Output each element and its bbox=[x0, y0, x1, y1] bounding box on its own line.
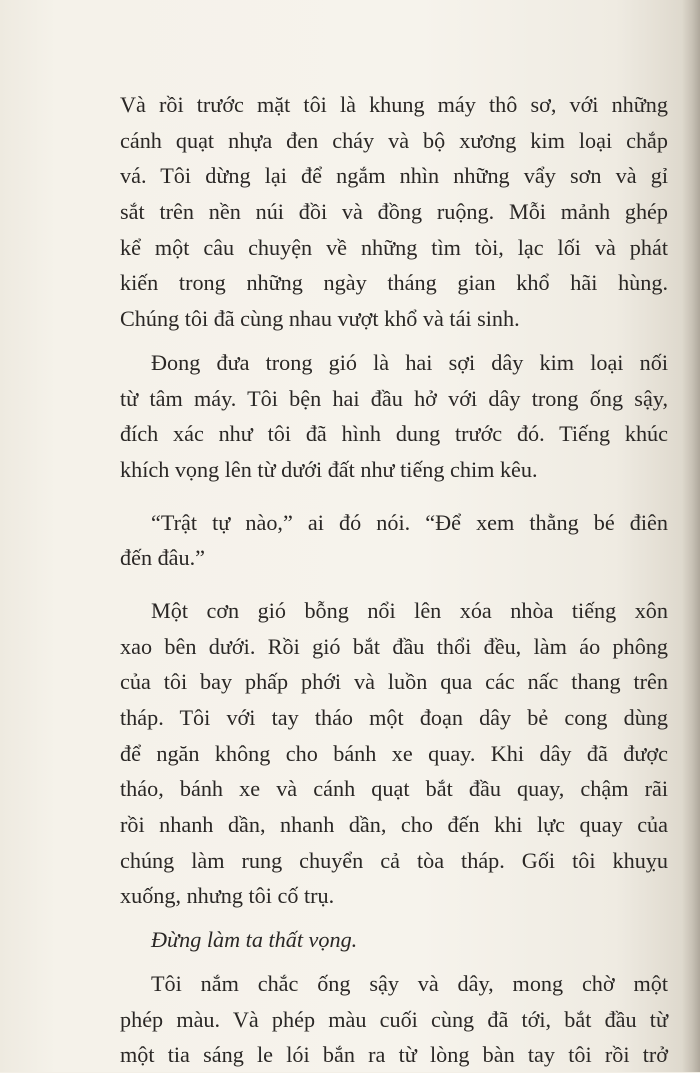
paragraph-4 bbox=[120, 593, 668, 914]
text-line: Và rồi trước mặt tôi là khung máy thô sơ, với những bbox=[120, 92, 668, 117]
text-line: rồi nhanh dần, nhanh dần, cho đến khi lực quay của bbox=[120, 812, 668, 838]
text-line: sắt trên nền núi đồi và đồng ruộng. Mỗi mảnh ghép bbox=[120, 199, 668, 225]
text-line: một tia sáng le lói bắn ra từ lòng bàn tay tôi rồi trở bbox=[120, 1042, 668, 1068]
text-line: Tôi nắm chắc ống sậy và dây, mong chờ một bbox=[151, 970, 668, 996]
text-line: từ tâm máy. Tôi bện hai đầu hở với dây trong ống sậy, bbox=[120, 385, 668, 411]
italic-text-line: Đừng làm ta thất vọng. bbox=[151, 927, 358, 953]
text-line: Một cơn gió bỗng nổi lên xóa nhòa tiếng xôn bbox=[151, 597, 668, 623]
text-line: xuống, nhưng tôi cố trụ. bbox=[120, 883, 335, 909]
paragraph-2 bbox=[120, 345, 668, 488]
text-line: Chúng tôi đã cùng nhau vượt khổ và tái sinh. bbox=[120, 306, 520, 332]
text-line: vá. Tôi dừng lại để ngắm nhìn những vẩy sơn và gỉ bbox=[120, 163, 668, 189]
page-text bbox=[120, 87, 668, 1073]
text-line: đến đâu.” bbox=[120, 545, 206, 571]
paragraph-5-italic bbox=[120, 922, 668, 958]
text-line: tháp. Tôi với tay tháo một đoạn dây bẻ cong dùng bbox=[120, 705, 668, 730]
text-line: tháo, bánh xe và cánh quạt bắt đầu quay, chậm rãi bbox=[120, 776, 668, 802]
text-line: phép màu. Và phép màu cuối cùng đã tới, bắt đầu từ bbox=[120, 1006, 668, 1032]
text-line: của tôi bay phấp phới và luồn qua các nấc thang trên bbox=[120, 669, 668, 695]
text-line: đích xác như tôi đã hình dung trước đó. Tiếng khúc bbox=[120, 421, 668, 447]
paragraph-3 bbox=[120, 505, 668, 576]
paragraph-1 bbox=[120, 87, 668, 337]
text-line: kể một câu chuyện về những tìm tòi, lạc lối và phát bbox=[120, 234, 668, 260]
text-line: cánh quạt nhựa đen cháy và bộ xương kim loại chắp bbox=[120, 127, 668, 153]
text-line: xao bên dưới. Rồi gió bắt đầu thổi đều, làm áo phông bbox=[120, 633, 668, 659]
page-edge-shadow bbox=[682, 0, 700, 1072]
text-line: Đong đưa trong gió là hai sợi dây kim loại nối bbox=[151, 349, 668, 375]
text-line: để ngăn không cho bánh xe quay. Khi dây đã được bbox=[120, 740, 668, 766]
text-line: khích vọng lên từ dưới đất như tiếng chim kêu. bbox=[120, 456, 538, 482]
paragraph-6 bbox=[120, 966, 668, 1073]
text-line: “Trật tự nào,” ai đó nói. “Để xem thằng bé điên bbox=[151, 509, 668, 535]
text-line: kiến trong những ngày tháng gian khổ hãi hùng. bbox=[120, 270, 668, 296]
text-line: chúng làm rung chuyển cả tòa tháp. Gối tôi khuỵu bbox=[120, 847, 668, 873]
